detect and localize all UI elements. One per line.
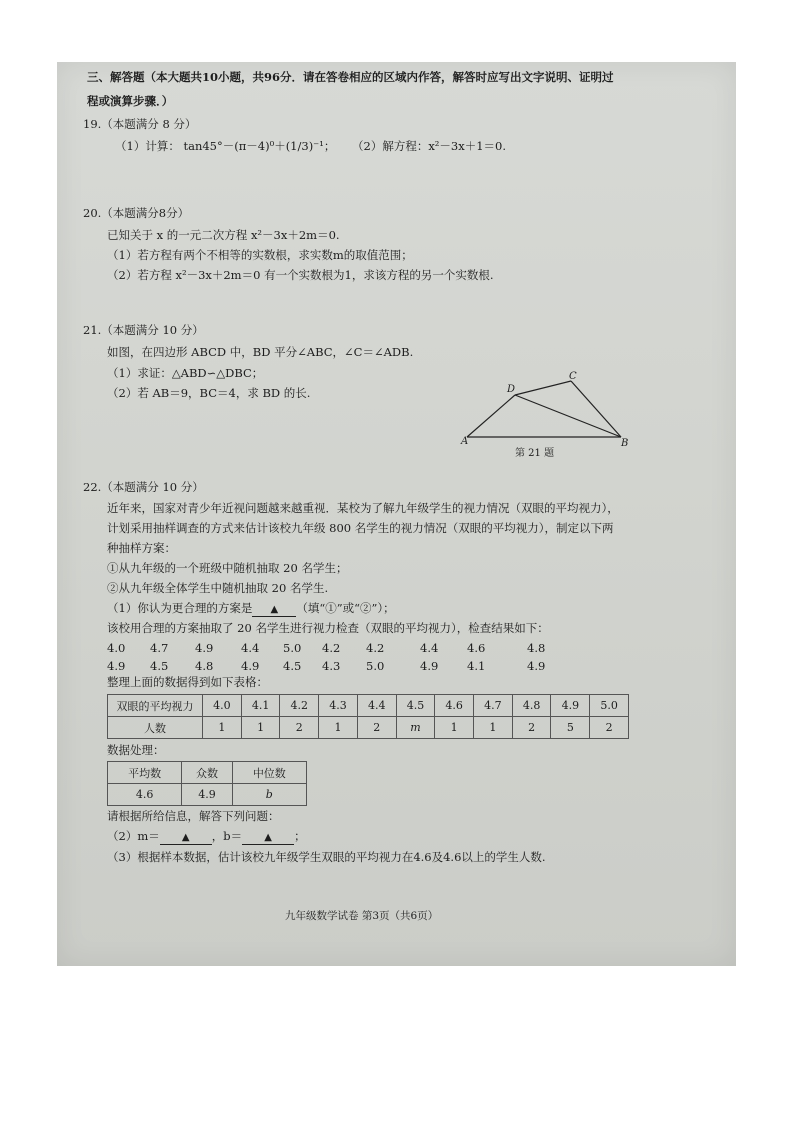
data-value: 4.9 bbox=[241, 659, 260, 673]
section-heading: 三、解答题（本大题共10小题，共96分．请在答卷相应的区域内作答，解答时应写出文字说明、证明过 bbox=[87, 70, 614, 84]
table-cell: 4.6 bbox=[435, 695, 474, 717]
data-value: 4.9 bbox=[107, 659, 126, 673]
table-cell: 2 bbox=[590, 717, 629, 739]
edge-dc bbox=[515, 381, 571, 395]
data-value: 4.6 bbox=[467, 641, 486, 655]
label-c: C bbox=[569, 371, 577, 382]
table-header-cell: 双眼的平均视力 bbox=[108, 695, 203, 717]
frequency-table bbox=[107, 694, 629, 739]
data-value: 4.7 bbox=[150, 641, 169, 655]
data-value: 4.5 bbox=[150, 659, 169, 673]
data-value: 4.8 bbox=[195, 659, 214, 673]
q22-table-intro: 整理上面的数据得到如下表格： bbox=[107, 675, 268, 689]
q20-header: 20.（本题满分8分） bbox=[83, 206, 190, 220]
label-d: D bbox=[507, 384, 516, 395]
table-row bbox=[108, 717, 629, 739]
table-header-cell: 人数 bbox=[108, 717, 203, 739]
q22-para3: 种抽样方案： bbox=[107, 541, 176, 555]
table-cell: b bbox=[232, 784, 306, 806]
table-cell: 2 bbox=[280, 717, 319, 739]
table-header-cell: 平均数 bbox=[108, 762, 182, 784]
table-cell: 1 bbox=[435, 717, 474, 739]
q19-part1: （1）计算： tan45°－(π－4)⁰＋(1/3)⁻¹； bbox=[115, 139, 336, 153]
table-header-cell: 中位数 bbox=[232, 762, 306, 784]
table-cell: 1 bbox=[474, 717, 513, 739]
q20-part1: （1）若方程有两个不相等的实数根，求实数m的取值范围； bbox=[107, 248, 413, 262]
q22-para2: 计划采用抽样调查的方式来估计该校九年级 800 名学生的视力情况（双眼的平均视力），制定以下两 bbox=[107, 521, 614, 535]
table-cell: 1 bbox=[319, 717, 358, 739]
table-cell: 5 bbox=[551, 717, 590, 739]
data-value: 4.2 bbox=[322, 641, 341, 655]
data-value: 4.9 bbox=[527, 659, 546, 673]
table-cell: 4.8 bbox=[512, 695, 551, 717]
diagonal-bd bbox=[515, 395, 621, 437]
q19-header: 19.（本题满分 8 分） bbox=[83, 117, 197, 131]
label-a: A bbox=[461, 436, 469, 447]
data-value: 4.4 bbox=[241, 641, 260, 655]
q19-part2: （2）解方程：x²－3x＋1＝0. bbox=[352, 139, 507, 153]
page-footer: 九年级数学试卷 第3页（共6页） bbox=[285, 910, 439, 922]
table-cell: 5.0 bbox=[590, 695, 629, 717]
data-value: 4.9 bbox=[420, 659, 439, 673]
q22-plan2: ②从九年级全体学生中随机抽取 20 名学生. bbox=[107, 581, 329, 595]
table-header-cell: 众数 bbox=[182, 762, 232, 784]
table-cell: 4.0 bbox=[203, 695, 242, 717]
answer-blank-1[interactable]: ▲ bbox=[252, 604, 296, 617]
data-value: 4.8 bbox=[527, 641, 546, 655]
answer-blank-m[interactable]: ▲ bbox=[160, 832, 212, 845]
q22-part2-end: ； bbox=[294, 829, 306, 843]
q22-part1-suffix: （填“①”或“②”）； bbox=[296, 601, 395, 615]
data-value: 5.0 bbox=[283, 641, 302, 655]
q22-header: 22.（本题满分 10 分） bbox=[83, 480, 204, 494]
answer-blank-b[interactable]: ▲ bbox=[242, 832, 294, 845]
data-value: 4.5 bbox=[283, 659, 302, 673]
statistics-table bbox=[107, 761, 307, 806]
q22-part1-prefix: （1）你认为更合理的方案是 bbox=[107, 601, 253, 615]
q22-processing: 数据处理： bbox=[107, 743, 165, 757]
table-cell: 1 bbox=[203, 717, 242, 739]
table-cell: 4.4 bbox=[357, 695, 396, 717]
edge-ad bbox=[467, 395, 515, 437]
q21-part2: （2）若 AB＝9，BC＝4，求 BD 的长. bbox=[107, 386, 311, 400]
table-cell: m bbox=[396, 717, 435, 739]
table-cell: 1 bbox=[241, 717, 280, 739]
table-cell: 4.6 bbox=[108, 784, 182, 806]
q22-para1: 近年来，国家对青少年近视问题越来越重视．某校为了解九年级学生的视力情况（双眼的平均视力）， bbox=[107, 501, 619, 515]
data-value: 4.2 bbox=[366, 641, 385, 655]
data-value: 4.4 bbox=[420, 641, 439, 655]
data-value: 4.0 bbox=[107, 641, 126, 655]
table-cell: 2 bbox=[512, 717, 551, 739]
table-cell: 4.9 bbox=[182, 784, 232, 806]
q21-figure-caption: 第 21 题 bbox=[515, 448, 555, 459]
table-row bbox=[108, 762, 307, 784]
table-cell: 2 bbox=[357, 717, 396, 739]
section-heading-cont: 程或演算步骤．） bbox=[87, 94, 174, 108]
label-b: B bbox=[621, 438, 629, 449]
q20-intro: 已知关于 x 的一元二次方程 x²－3x＋2m＝0. bbox=[107, 228, 340, 242]
q21-header: 21.（本题满分 10 分） bbox=[83, 323, 204, 337]
table-cell: 4.1 bbox=[241, 695, 280, 717]
table-cell: 4.5 bbox=[396, 695, 435, 717]
table-cell: 4.9 bbox=[551, 695, 590, 717]
exam-page bbox=[57, 62, 736, 966]
table-cell: 4.3 bbox=[319, 695, 358, 717]
q22-part1 bbox=[107, 602, 395, 617]
q22-part2 bbox=[107, 830, 306, 845]
q22-instruction: 请根据所给信息，解答下列问题： bbox=[107, 809, 280, 823]
q22-check-intro: 该校用合理的方案抽取了 20 名学生进行视力检查（双眼的平均视力），检查结果如下： bbox=[107, 621, 549, 635]
table-cell: 4.2 bbox=[280, 695, 319, 717]
data-value: 4.1 bbox=[467, 659, 486, 673]
table-row bbox=[108, 784, 307, 806]
data-value: 4.3 bbox=[322, 659, 341, 673]
q22-plan1: ①从九年级的一个班级中随机抽取 20 名学生； bbox=[107, 561, 348, 575]
q21-part1: （1）求证：△ABD∽△DBC； bbox=[107, 366, 264, 380]
data-value: 5.0 bbox=[366, 659, 385, 673]
table-cell: 4.7 bbox=[474, 695, 513, 717]
table-row bbox=[108, 695, 629, 717]
q20-part2: （2）若方程 x²－3x＋2m＝0 有一个实数根为1，求该方程的另一个实数根. bbox=[107, 268, 494, 282]
q21-intro: 如图，在四边形 ABCD 中，BD 平分∠ABC，∠C＝∠ADB. bbox=[107, 345, 414, 359]
edge-cb bbox=[571, 381, 621, 437]
q22-part2-m-label: （2）m＝ bbox=[107, 829, 160, 843]
data-value: 4.9 bbox=[195, 641, 214, 655]
q22-part3: （3）根据样本数据，估计该校九年级学生双眼的平均视力在4.6及4.6以上的学生人数. bbox=[107, 850, 546, 864]
q22-part2-b-label: ，b＝ bbox=[211, 829, 243, 843]
